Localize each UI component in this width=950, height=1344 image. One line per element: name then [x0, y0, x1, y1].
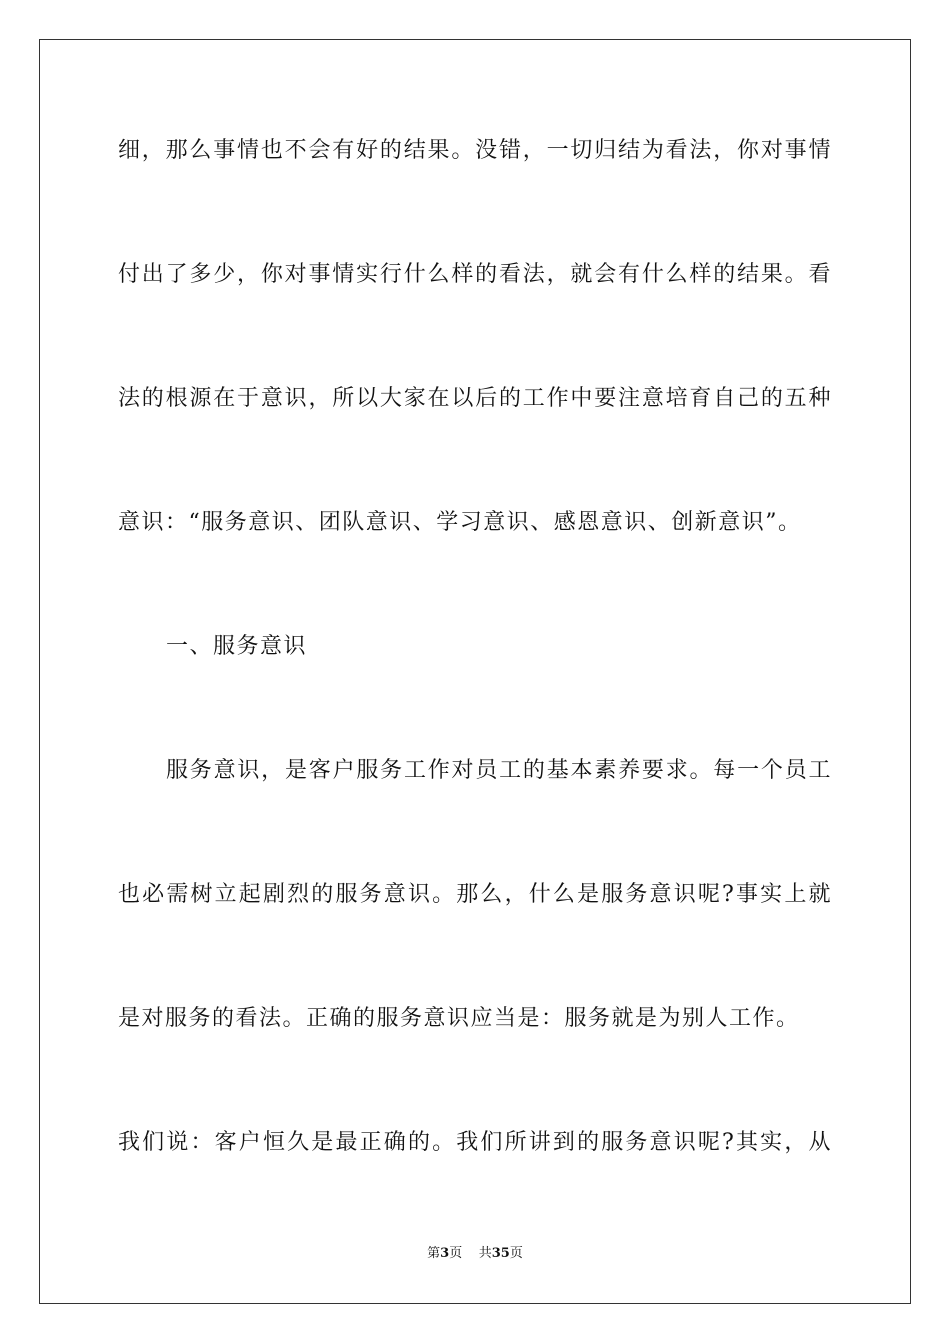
body-text-line-2: 付出了多少，你对事情实行什么样的看法，就会有什么样的结果。看: [118, 262, 832, 287]
body-text-line-9: 我们说：客户恒久是最正确的。我们所讲到的服务意识呢?其实，从: [118, 1130, 832, 1155]
body-text-line-1: 细，那么事情也不会有好的结果。没错，一切归结为看法，你对事情: [118, 138, 832, 163]
body-text-line-6: 服务意识，是客户服务工作对员工的基本素养要求。每一个员工: [166, 758, 832, 783]
page-suffix: 页: [449, 1246, 463, 1261]
total-pages: 35: [491, 1246, 510, 1261]
body-text-line-3: 法的根源在于意识，所以大家在以后的工作中要注意培育自己的五种: [118, 386, 832, 411]
total-prefix: 共: [478, 1246, 492, 1261]
body-text-line-4: 意识：“服务意识、团队意识、学习意识、感恩意识、创新意识”。: [118, 510, 802, 535]
section-heading: 一、服务意识: [166, 634, 308, 659]
page-footer: [0, 1245, 950, 1263]
page-border: [39, 39, 911, 1304]
page-number: 3: [440, 1246, 450, 1261]
body-text-line-7: 也必需树立起剧烈的服务意识。那么，什么是服务意识呢?事实上就: [118, 882, 832, 907]
page-prefix: 第: [427, 1246, 441, 1261]
total-suffix: 页: [509, 1246, 523, 1261]
body-text-line-8: 是对服务的看法。正确的服务意识应当是：服务就是为别人工作。: [118, 1006, 800, 1031]
